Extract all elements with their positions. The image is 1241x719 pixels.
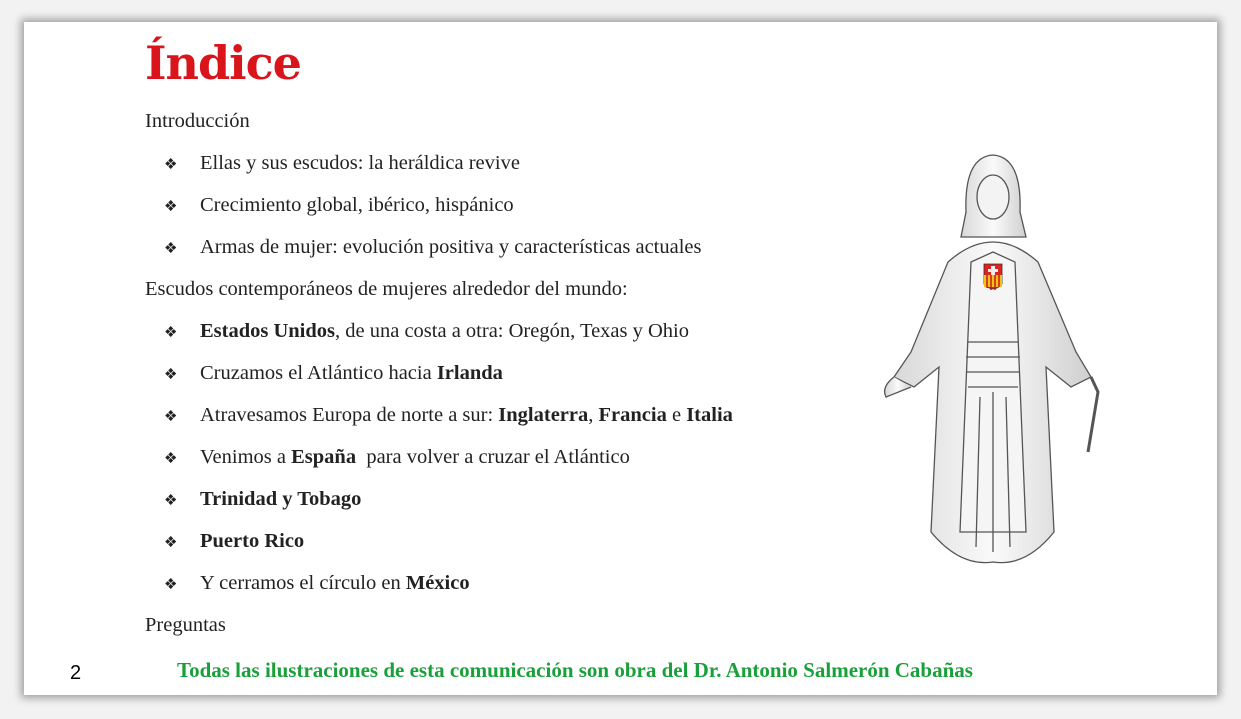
section-heading — [145, 614, 226, 637]
bold-text: Puerto Rico — [200, 530, 305, 552]
section-heading — [145, 110, 250, 133]
list-item — [164, 488, 361, 511]
bold-text: Francia — [598, 404, 667, 426]
diamond-bullet-icon: ❖ — [164, 451, 178, 467]
slide-title: Índice — [145, 36, 301, 90]
diamond-bullet-icon: ❖ — [164, 367, 178, 383]
list-item — [164, 236, 702, 259]
list-item — [164, 404, 733, 427]
coat-of-arms-icon — [984, 264, 1002, 290]
list-item — [164, 362, 503, 385]
text: Cruzamos el Atlántico hacia — [200, 362, 437, 384]
text: e — [666, 404, 687, 426]
list-item — [164, 530, 304, 553]
bold-text: Estados Unidos — [200, 320, 336, 342]
bold-text: Trinidad y Tobago — [200, 488, 362, 510]
text: Introducción — [145, 110, 250, 132]
text: Preguntas — [145, 614, 226, 636]
virgin-statue-illustration — [876, 152, 1106, 570]
diamond-bullet-icon: ❖ — [164, 241, 178, 257]
bold-text: Irlanda — [436, 362, 503, 384]
text: Ellas y sus escudos: la heráldica revive — [200, 152, 520, 174]
diamond-bullet-icon: ❖ — [164, 535, 178, 551]
bold-text: España — [291, 446, 357, 468]
text: Armas de mujer: evolución positiva y características actuales — [200, 236, 702, 258]
text: Escudos contemporáneos de mujeres alrededor del mundo: — [145, 278, 628, 300]
section-heading — [145, 278, 628, 301]
illustration-credit: Todas las ilustraciones de esta comunicación son obra del Dr. Antonio Salmerón Cabañas — [177, 658, 973, 682]
diamond-bullet-icon: ❖ — [164, 157, 178, 173]
list-item — [164, 572, 470, 595]
text: Atravesamos Europa de norte a sur: — [200, 404, 499, 426]
list-item — [164, 152, 520, 175]
diamond-bullet-icon: ❖ — [164, 199, 178, 215]
bold-text: Italia — [686, 404, 733, 426]
list-item — [164, 320, 689, 343]
list-item — [164, 194, 514, 217]
diamond-bullet-icon: ❖ — [164, 409, 178, 425]
bold-text: México — [405, 572, 470, 594]
diamond-bullet-icon: ❖ — [164, 577, 178, 593]
text: , de una costa a otra: Oregón, Texas y Ohio — [335, 320, 690, 342]
bold-text: Inglaterra — [498, 404, 589, 426]
text: para volver a cruzar el Atlántico — [356, 446, 630, 468]
slide — [24, 22, 1217, 695]
diamond-bullet-icon: ❖ — [164, 493, 178, 509]
diamond-bullet-icon: ❖ — [164, 325, 178, 341]
text: Venimos a — [200, 446, 292, 468]
text: Y cerramos el círculo en — [200, 572, 406, 594]
list-item — [164, 446, 630, 469]
page-number: 2 — [70, 662, 82, 684]
text: Crecimiento global, ibérico, hispánico — [200, 194, 514, 216]
text: , — [588, 404, 599, 426]
